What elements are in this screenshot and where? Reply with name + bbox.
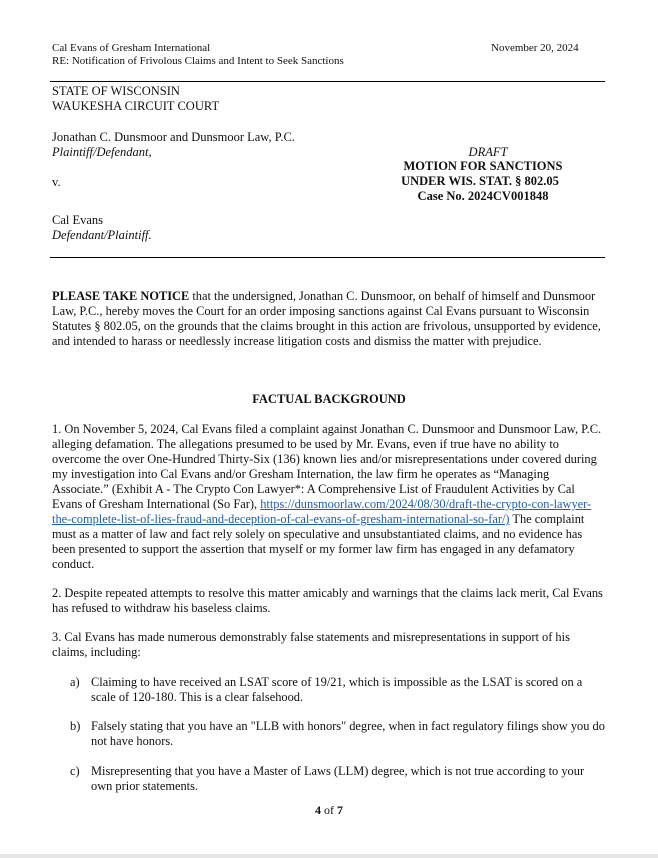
list-item-label: b) xyxy=(70,719,81,733)
section-heading: FACTUAL BACKGROUND xyxy=(252,392,406,406)
caption-state: STATE OF WISCONSIN xyxy=(52,84,180,98)
page-number xyxy=(0,803,658,818)
notice-lead: PLEASE TAKE NOTICE xyxy=(52,289,190,303)
motion-statute: UNDER WIS. STAT. § 802.05 xyxy=(401,174,559,188)
exhibit-link[interactable]: https://dunsmoorlaw.com/2024/08/30/draft-the-crypto-con-lawyer-the-complete-list-of-lies-fraud-and-deception-of-cal-evans-of-gresham-international-so-far/) xyxy=(52,497,592,526)
caption-versus: v. xyxy=(52,175,61,189)
caption-defendant-role: Defendant/Plaintiff. xyxy=(52,228,152,242)
list-item-label: c) xyxy=(70,764,80,778)
page-current: 4 xyxy=(315,803,321,817)
header-date: November 20, 2024 xyxy=(491,42,579,54)
list-item xyxy=(70,764,605,794)
caption-plaintiff-role: Plaintiff/Defendant, xyxy=(52,145,152,159)
notice-paragraph xyxy=(52,289,605,349)
paragraph-1-text-after: The complaint must as a matter of law and fact rely solely on speculative and unsubstantiated claims, and no evidence has been presented to support the assertion that myself or my former law firm has engaged in any defamatory conduct. xyxy=(52,512,585,571)
list-item-text: Claiming to have received an LSAT score of 19/21, which is impossible as the LSAT is scored on a scale of 120-180. This is a clear falsehood. xyxy=(91,675,583,704)
case-number: Case No. 2024CV001848 xyxy=(417,189,549,203)
page-total: 7 xyxy=(337,803,343,817)
list-item-label: a) xyxy=(70,675,80,689)
paragraph-1 xyxy=(52,422,605,572)
list-item-text: Falsely stating that you have an "LLB with honors" degree, when in fact regulatory filings show you do not have honors. xyxy=(91,719,605,748)
paragraph-2: 2. Despite repeated attempts to resolve this matter amicably and warnings that the claims lack merit, Cal Evans has refused to withdraw his baseless claims. xyxy=(52,586,603,615)
header-rule xyxy=(50,81,605,82)
notice-text: that the undersigned, Jonathan C. Dunsmoor, on behalf of himself and Dunsmoor Law, P.C., hereby moves the Court for an order imposing sanctions against Cal Evans pursuant to Wisconsin Statutes § 802.05, on the grounds that the claims brought in this action are frivolous, unsupported by evidence, and intended to harass or needlessly increase litigation costs and dismiss the matter with prejudice. xyxy=(52,289,601,348)
draft-label: DRAFT xyxy=(468,145,508,159)
caption-plaintiff-name: Jonathan C. Dunsmoor and Dunsmoor Law, P.C. xyxy=(52,130,295,144)
caption-rule xyxy=(50,257,605,258)
paragraph-3: 3. Cal Evans has made numerous demonstrably false statements and misrepresentations in support of his claims, including: xyxy=(52,630,570,659)
header-subject: RE: Notification of Frivolous Claims and Intent to Seek Sanctions xyxy=(52,55,344,67)
caption-court: WAUKESHA CIRCUIT COURT xyxy=(52,99,220,113)
paragraph-1-text: 1. On November 5, 2024, Cal Evans filed a complaint against Jonathan C. Dunsmoor and Dunsmoor Law, P.C. alleging defamation. The allegations presumed to be used by Mr. Evans, even if true have no ability to overcome the over One-Hundred Thirty-Six (136) known lies and/or misrepresentations under covered during my investigation into Cal Evans and/or Gresham Internation, the law firm he operates as “Managing Associate.” (Exhibit A - The Crypto Con Lawyer*: A Comprehensive List of Fraudulent Activities by Cal Evans of Gresham International (So Far), xyxy=(52,422,602,511)
list-item xyxy=(70,719,605,749)
caption-defendant-name: Cal Evans xyxy=(52,213,104,227)
motion-title: MOTION FOR SANCTIONS xyxy=(403,159,563,173)
header-sender: Cal Evans of Gresham International xyxy=(52,42,211,54)
viewer-bottom-edge xyxy=(0,854,658,858)
list-item-text: Misrepresenting that you have a Master of Laws (LLM) degree, which is not true according to your own prior statements. xyxy=(91,764,585,793)
list-item xyxy=(70,675,605,705)
page-of: of xyxy=(324,803,334,817)
